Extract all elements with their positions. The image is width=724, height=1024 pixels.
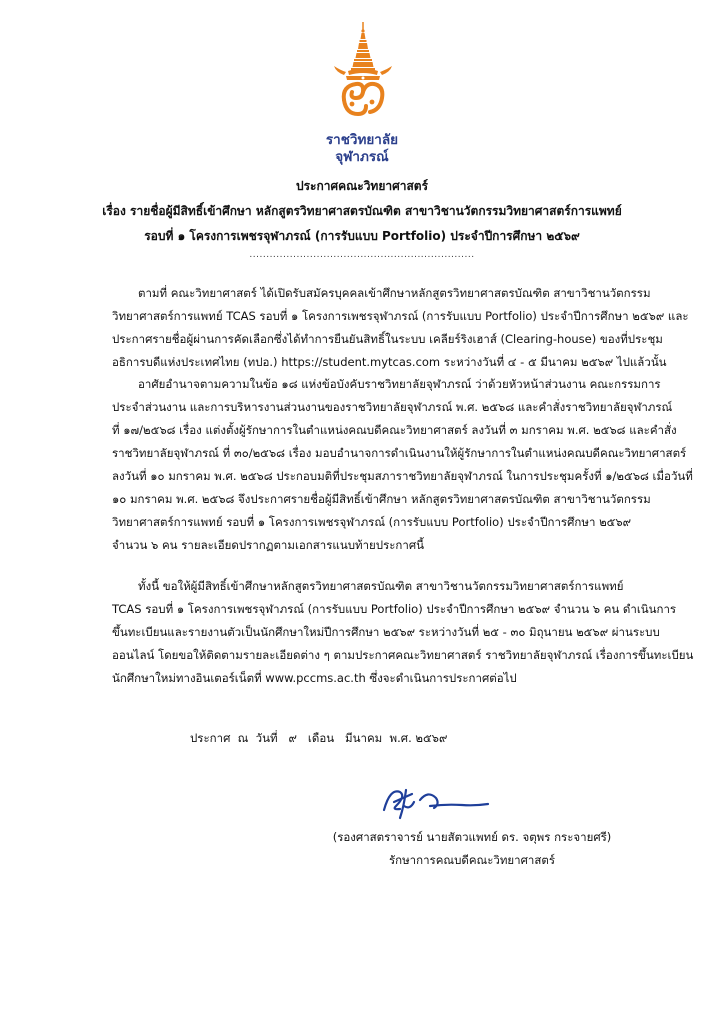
paragraph-line: TCAS รอบที่ ๑ โครงการเพชรจุฬาภรณ์ (การรับแบบ Portfolio) ประจำปีการศึกษา ๒๕๖๙ จำนวน ๖ คน ดำเนินการ <box>112 602 677 616</box>
announcement-date: ประกาศ ณ วันที่ ๙ เดือน มีนาคม พ.ศ. ๒๕๖๙ <box>190 731 448 745</box>
paragraph-line: ประกาศรายชื่อผู้ผ่านการคัดเลือกซึ่งได้ทำการยืนยันสิทธิ์ในระบบ เคลียร์ริงเฮาส์ (Clearing-house) ของที่ประชุม <box>112 332 663 346</box>
signer-position: รักษาการคณบดีคณะวิทยาศาสตร์ <box>388 853 556 867</box>
chulabhorn-royal-crest-icon <box>330 20 396 132</box>
paragraph-line: ลงวันที่ ๑๐ มกราคม พ.ศ. ๒๕๖๘ ประกอบมติที่ประชุมสภาราชวิทยาลัยจุฬาภรณ์ ในการประชุมครั้งที่ ๑/๒๕๖๘ เมื่อวันที่ <box>112 469 693 483</box>
paragraph-line: ตามที่ คณะวิทยาศาสตร์ ได้เปิดรับสมัครบุคคลเข้าศึกษาหลักสูตรวิทยาศาสตรบัณฑิต สาขาวิชานวัตกรรม <box>138 286 651 300</box>
paragraph-line: จำนวน ๖ คน รายละเอียดปรากฏตามเอกสารแนบท้ายประกาศนี้ <box>112 538 424 552</box>
paragraph-2 <box>112 373 693 557</box>
paragraph-line: วิทยาศาสตร์การแพทย์ รอบที่ ๑ โครงการเพชรจุฬาภรณ์ (การรับแบบ Portfolio) ประจำปีการศึกษา ๒๕๖๙ <box>112 515 632 529</box>
paragraph-line: ออนไลน์ โดยขอให้ติดตามรายละเอียดต่าง ๆ ตามประกาศคณะวิทยาศาสตร์ ราชวิทยาลัยจุฬาภรณ์ เรื่องการขึ้นทะเบียน <box>112 648 694 662</box>
paragraph-line: อธิการบดีแห่งประเทศไทย (ทปอ.) https://student.mytcas.com ระหว่างวันที่ ๔ - ๕ มีนาคม ๒๕๖๙ ไปแล้วนั้น <box>112 355 667 369</box>
paragraph-3 <box>112 575 694 690</box>
paragraph-line: ทั้งนี้ ขอให้ผู้มีสิทธิ์เข้าศึกษาหลักสูตรวิทยาศาสตรบัณฑิต สาขาวิชานวัตกรรมวิทยาศาสตร์การแพทย์ <box>138 579 624 593</box>
paragraph-line: อาศัยอำนาจตามความในข้อ ๑๘ แห่งข้อบังคับราชวิทยาลัยจุฬาภรณ์ ว่าด้วยหัวหน้าส่วนงาน คณะกรรมการ <box>138 377 661 391</box>
announcement-subject-line1: เรื่อง รายชื่อผู้มีสิทธิ์เข้าศึกษา หลักสูตรวิทยาศาสตรบัณฑิต สาขาวิชานวัตกรรมวิทยาศาสตร์การแพทย์ <box>102 204 622 218</box>
paragraph-1 <box>112 282 689 374</box>
institution-name-line2: จุฬาภรณ์ <box>335 149 389 165</box>
paragraph-line: ประจำส่วนงาน และการบริหารงานส่วนงานของราชวิทยาลัยจุฬาภรณ์ พ.ศ. ๒๕๖๘ และคำสั่งราชวิทยาลัยจุฬาภรณ์ <box>112 400 673 414</box>
title-separator: ................................................................... <box>249 250 475 260</box>
paragraph-line: นักศึกษาใหม่ทางอินเตอร์เน็ตที่ www.pccms.ac.th ซึ่งจะดำเนินการประกาศต่อไป <box>112 671 517 685</box>
paragraph-line: ขึ้นทะเบียนและรายงานตัวเป็นนักศึกษาใหม่ปีการศึกษา ๒๕๖๙ ระหว่างวันที่ ๒๕ - ๓๐ มิถุนายน ๒๕๖๙ ผ่านระบบ <box>112 625 660 639</box>
paragraph-line: ๑๐ มกราคม พ.ศ. ๒๕๖๘ จึงประกาศรายชื่อผู้มีสิทธิ์เข้าศึกษา หลักสูตรวิทยาศาสตรบัณฑิต สาขาวิชานวัตกรรม <box>112 492 651 506</box>
paragraph-line: วิทยาศาสตร์การแพทย์ TCAS รอบที่ ๑ โครงการเพชรจุฬาภรณ์ (การรับแบบ Portfolio) ประจำปีการศึกษา ๒๕๖๙ และ <box>112 309 689 323</box>
institution-name-line1: ราชวิทยาลัย <box>325 132 399 148</box>
announcement-heading: ประกาศคณะวิทยาศาสตร์ <box>295 179 429 193</box>
paragraph-line: ราชวิทยาลัยจุฬาภรณ์ ที่ ๓๐/๒๕๖๘ เรื่อง มอบอำนาจการดำเนินงานให้ผู้รักษาการในตำแหน่งคณบดีคณะวิทยาศาสตร์ <box>112 446 687 460</box>
signer-name: (รองศาสตราจารย์ นายสัตวแพทย์ ดร. จตุพร กระจายศรี) <box>332 830 612 844</box>
handwritten-signature-icon <box>376 776 496 826</box>
paragraph-line: ที่ ๑๗/๒๕๖๘ เรื่อง แต่งตั้งผู้รักษาการในตำแหน่งคณบดีคณะวิทยาศาสตร์ ลงวันที่ ๓ มกราคม พ.ศ. ๒๕๖๘ และคำสั่ง <box>112 423 677 437</box>
announcement-subject-line2: รอบที่ ๑ โครงการเพชรจุฬาภรณ์ (การรับแบบ Portfolio) ประจำปีการศึกษา ๒๕๖๙ <box>144 229 580 243</box>
